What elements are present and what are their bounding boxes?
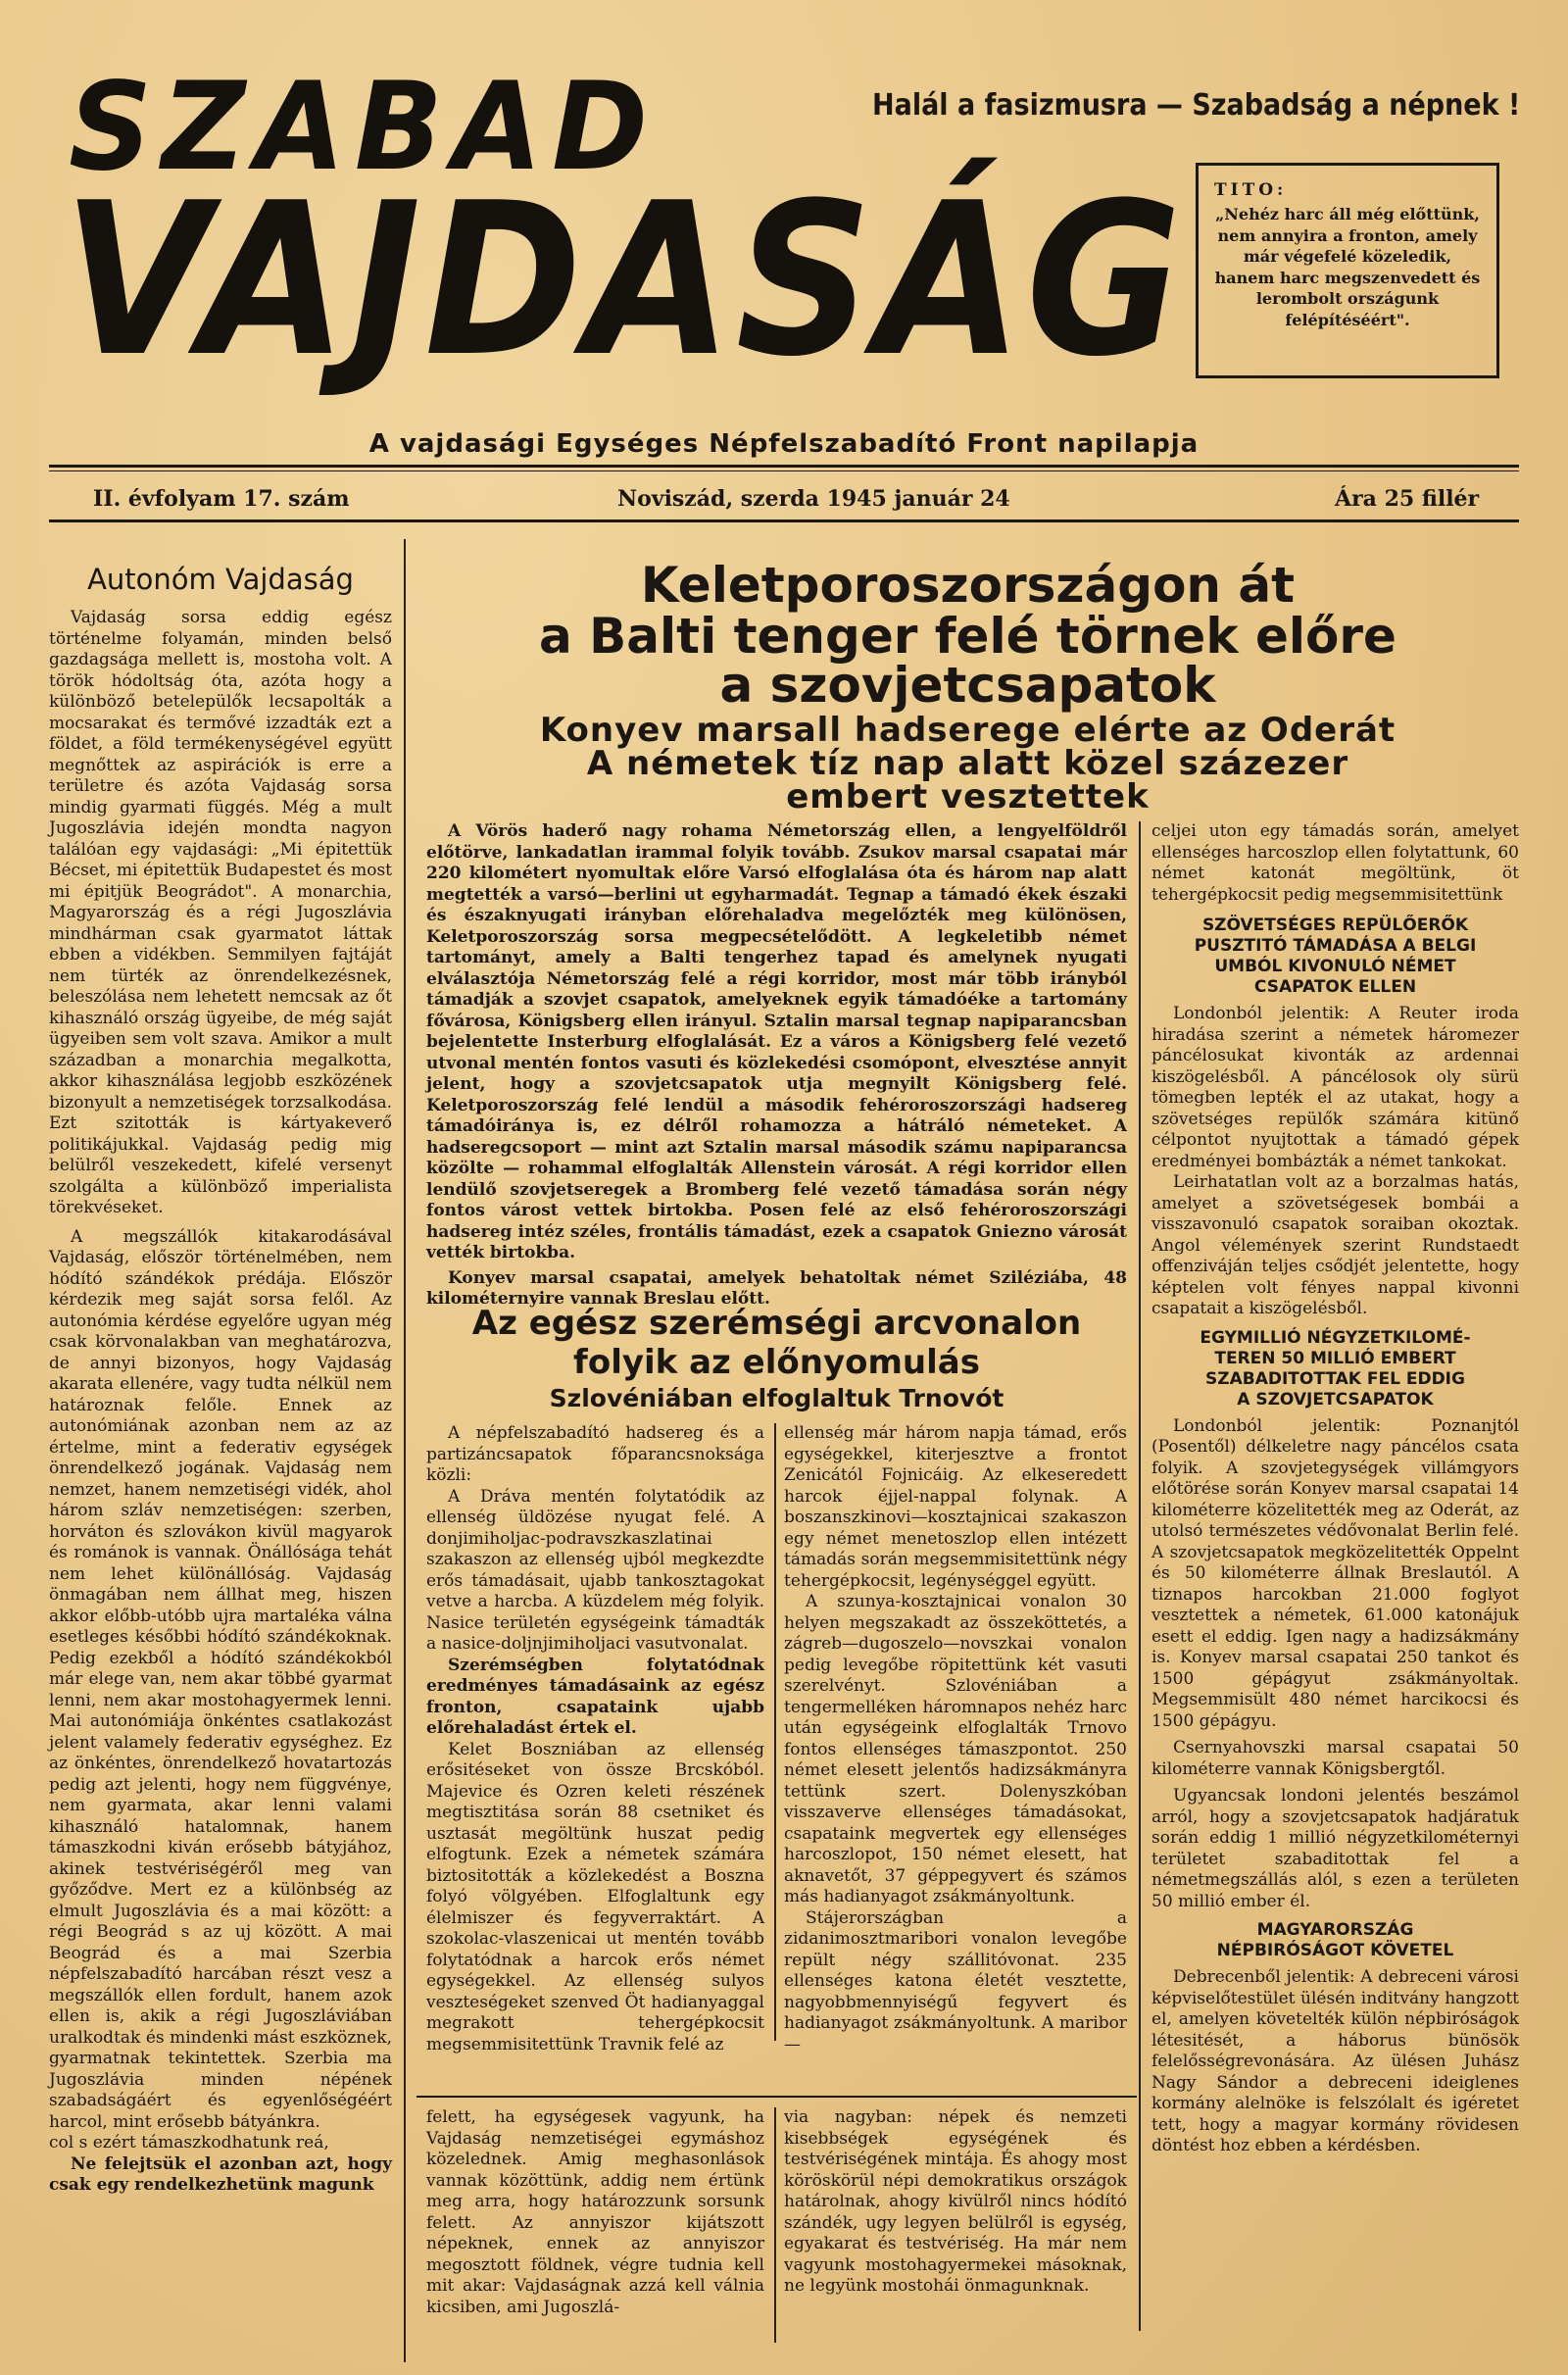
main-article-paragraph: A Vörös haderő nagy rohama Németország ellen, a lengyelföldről előtörve, lankadatlan irammal folyik tovább. Zsukov marsal csapatai már 220 kilométert nyomultak előre Varsó elfoglalása óta és három nap alatt megtették a varsó—berlini ut egyharmadát. Tegnap a támadó ékek északi és északnyugati irányban előrehaladva megelőzték meg különösen, Keletporoszország sorsa megpecsételődött. A legkeletibb német tartományt, amely a Balti tengerhez tapad és amelynek nyugati elválasztója Németország felé a régi korridor, most már több irányból támadják a szovjet csapatok, amelyeknek egyik támadóéke a tartomány fővárosa, Königsberg ellen irányul. Sztalin marsal tegnap napiparancsban bejelentette Insterburg elfoglalását. Ez a város a Königsberg felé vezető utvonal mentén fontos vasuti és közlekedési csomópont, elvesztése annyit jelent, hogy a szovjetcsapatok utja megnyilt Königsberg felé. Keletporoszország felé lendül a második fehéroroszországi hadsereg támadóiránya is, ez délről rohamozza a hátráló németeket. A hadseregcsoport — mint azt Sztalin marsal második számu napiparancsa közölte — rohammal elfoglalták Allenstein városát. A régi korridor ellen lendülő szovjetseregek a Bromberg felé vezető támadása során négy fontos várost vettek birtokba. Posen felé az első fehéroroszországi hadsereg intéz széles, frontális támadást, ezek a csapatok Gniezno városát vették birtokba.	[426, 821, 1127, 1262]
million-title-4: A SZOVJETCSAPATOK	[1237, 1389, 1434, 1410]
allied-title-2: PUSZTITÓ TÁMADÁSA A BELGI	[1194, 936, 1477, 956]
issue-price: Ára 25 fillér	[1335, 486, 1480, 512]
srem-col2	[784, 1423, 1127, 2055]
left-article-paragraph: A megszállók kitakarodásával Vajdaság, először történelmében, nem hódító szándékok prédája. Először kérdezik meg saját sorsa felől. Az autonómia kérdése egyelőre ugyan még csak körvonalakban van meghatározva, de annyi bizonyos, hogy Vajdaság akarata ellenére, vagy tudta nélkül nem határoznak felőle. Ennek az autonómiának azonban nem az az értelme, mint a federativ egységek önrendelkező jogának. Vajdaság nem nemzet, hanem nemzetiségi vidék, ahol három szláv nemzetiségen: szerben, horváton és szlovákon kivül magyarok és románok is vannak. Önállósága tehát nem lehet különállóság. Vajdaság önmagában nem állhat meg, hiszen akkor előbb-utóbb ujra martaléka válna esetleges későbbi hódító szándékoknak. Pedig ezekből a hódító szándékokból már elege van, nem akar többé gyarmat lenni, nem akar mostohagyermek lenni. Mai autonómiája önkéntes csatlakozást jelent valamely federativ egységhez. Ez az önkéntes, önrendelkező hovatartozás pedig azt jelenti, hogy nem függvénye, nem gyarmata, akar lenni valami kihasználó hatalomnak, hanem támaszkodni kiván erősebb bátyjához, akinek testvériségéről meg van győződve. Mert ez a különbség az elmult Jugoszlávia és a mai között: a régi Beográd s az uj között. A mai Beográd és a mai Szerbia népfelszabadító harcában részt vesz a megszállók ellen fordult, hanem azok ellen is, akik a régi Jugoszláviában uralkodtak és mindenki mást eszköznek, gyarmatnak tekintettek. Szerbia ma Jugoszlávia minden népének szabadságáért és egyenlőségéért harcol, mint erősebb bátyánkra.	[49, 1226, 392, 2132]
allied-article	[1152, 915, 1519, 1320]
right-column	[1152, 821, 1519, 2157]
top-rule	[49, 465, 1519, 468]
srem-paragraph: Kelet Boszniában az ellenség erősitéseket von össze Brcskóból. Majevice és Ozren keleti részének megtisztitása során 88 csetniket és usztasát megöltünk huszat pedig elfogtunk. Ezek a németek számára biztositották a közlekedést a Boszna folyó völgyében. Elfoglaltunk egy élelmiszer és fegyverraktárt. A szokolac-vlaszenicai ut mentén tovább folytatódnak a harcok erős német egységekkel. Az ellenség sulyos veszteségeket szenved Öt hadianyaggal megrakott tehergépkocsit megsemmisitettünk Travnik felé az	[426, 1739, 764, 2054]
srem-col1	[426, 1423, 764, 2055]
bottom-col1	[426, 2107, 764, 2318]
left-article-fragment: col s ezért támaszkodhatunk reá,	[49, 2133, 329, 2152]
left-article-paragraph: Ne felejtsük el azonban azt, hogy csak egy rendelkezhetünk magunk	[49, 2153, 392, 2195]
srem-headline-line2: folyik az előnyomulás	[573, 1343, 980, 1382]
main-headline-line3: a szovjetcsapatok	[719, 657, 1216, 714]
tito-quote-box	[1196, 163, 1499, 378]
left-article-title: Autonóm Vajdaság	[87, 563, 354, 596]
million-paragraph: Csernyahovszki marsal csapatai 50 kilométerre vannak Königsbergtől.	[1152, 1738, 1519, 1779]
hungary-title-1: MAGYARORSZÁG	[1256, 1920, 1414, 1940]
million-title-3: SZABADITOTTAK FEL EDDIG	[1205, 1368, 1465, 1389]
allied-title-1: SZÖVETSÉGES REPÜLŐERŐK	[1201, 915, 1469, 935]
masthead-subtitle: A vajdasági Egységes Népfelszabadító Front napilapja	[368, 429, 1200, 459]
allied-paragraph: Londonból jelentik: A Reuter iroda hiradása szerint a németek háromezer páncélosukat kivonták az ardennai kiszögelésből. A páncélosok oly sürü tömegben lepték el az utakat, hogy a szövetséges repülők számára kitünő célpontot nyujtottak a támadó gépek eredményei bombázták a német tankokat.	[1152, 1004, 1519, 1171]
tito-name: TITO:	[1214, 180, 1288, 200]
srem-paragraph: ellenség már három napja támad, erős egységekkel, kiterjesztve a frontot Zenicától Fojnicáig. Az elkeseredett harcok éjjel-nappal folynak. A boszanszkinovi—kosztajnicai szakaszon egy német menetoszlop ellen intézett támadás során megsemmisitettünk négy tehergépkocsit, legénységgel együtt.	[784, 1423, 1127, 1591]
issue-rule	[49, 520, 1519, 522]
main-subhead-2: A németek tíz nap alatt közel százezer	[586, 744, 1349, 783]
tito-quote: „Nehéz harc áll még előttünk, nem annyira a fronton, amely már végefelé közeledik, hanem harc megszenvedett és lerombolt országunk felépítéséért".	[1214, 204, 1481, 329]
hungary-article	[1152, 1920, 1519, 2157]
srem-paragraph: A szunya-kosztajnicai vonalon 30 helyen megszakadt az összeköttetés, a zágreb—dugoszelo—novszkai vonalon pedig levegőbe röpitettünk két vasuti szerelvényt. Szlovéniában a tengermelléken háromnapos nehéz harc után egységeink elfoglalták Trnovo fontos ellenséges támaszpontot. 250 német elesett jelentős hadizsákmányra tettünk szert. Dolenyszkóban visszaverve ellenséges támadásokat, csapataink megvertek egy ellenséges harcoszlopot, 150 német elesett, hat aknavetőt, 37 géppegyvert és számos más hadianyagot zsákmányoltunk.	[784, 1592, 1127, 1906]
bottom-paragraph: via nagyban: népek és nemzeti kisebbségek egységének és testvériségének mintája. És ahogy most köröskörül népi demokratikus országok határolnak, ahogy kivülről nincs hódító szándék, ugy legyen belülről is egység, egyakarat és testvériség. Ha már nem vagyunk mostohagyermekei másoknak, ne legyünk mostohái önmagunknak.	[784, 2107, 1127, 2296]
main-article-paragraph: Konyev marsal csapatai, amelyek behatoltak német Sziléziába, 48 kilométernyire vannak Breslau előtt.	[426, 1267, 1127, 1309]
srem-paragraph: A Dráva mentén folytatódik az ellenség üldözése nyugat felé. A donjimiholjac-podravszkaszlatinai szakaszon az ellenség ujból megkezdte erős támadásait, ujabb tankosztagokat vetve a harcba. A küzdelem még folyik. Nasice területén egységeink támadták a nasice-doljnjimiholjaci vasutvonalat.	[426, 1486, 764, 1654]
million-paragraph: Ugyancsak londoni jelentés beszámol arról, hogy a szovjetcsapatok hadjáratuk során eddig 1 millió négyzetkilométernyi területet szabaditottak fel a németmegszállás alól, s ezen a területen 50 millió ember él.	[1152, 1786, 1519, 1911]
column-divider	[404, 539, 406, 2362]
main-subhead-3: embert vesztettek	[786, 777, 1150, 816]
srem-paragraph: Szerémségben folytatódnak eredményes támadásaink az egész fronton, csapataink ujabb előrehaladást értek el.	[426, 1655, 764, 1738]
srem-subhead: Szlovéniában elfoglaltuk Trnovót	[549, 1384, 1004, 1412]
top-rule-thin	[49, 470, 1519, 471]
million-article	[1152, 1328, 1519, 1913]
bottom-column-divider	[774, 2107, 776, 2343]
allied-title-3: UMBÓL KIVONULÓ NÉMET	[1214, 957, 1456, 976]
bottom-paragraph: felett, ha egységesek vagyunk, ha Vajdaság nemzetiségei egymáshoz közelednek. Amig meghasonlások vannak közöttünk, addig nem értünk meg arra, hogy határozzunk sorsunk felett. Az annyiszor kijátszott népeknek, ennek az annyiszor megosztott földnek, végre tudnia kell mit akar: Vajdaságnak azzá kell válnia kicsiben, ami Jugoszlá-	[426, 2107, 764, 2317]
srem-paragraph: Stájerországban a zidanimosztmaribori vonalon levegőbe repült négy szállitóvonat. 235 ellenséges katona életét vesztette, nagyobbmennyiségű fegyvert és hadianyagot zsákmányoltunk. A maribor—	[784, 1907, 1127, 2054]
hungary-paragraph: Debrecenből jelentik: A debreceni városi képviselőtestület ülésén inditvány hangzott el, amelyen követelték külön népbiróságok létesitését, a háborus bünösök felelősségrevonására. Az ülésen Juhász Nagy Sándor a debreceni ideiglenes kormány alelnöke is felszólalt és igéretet tett, hogy a magyar kormány rövidesen döntést hoz ebben a kérdésben.	[1152, 1967, 1519, 2155]
srem-column-divider	[774, 1423, 776, 2041]
main-article-body	[426, 821, 1127, 1311]
slogan: Halál a fasizmusra — Szabadság a népnek !	[872, 88, 1521, 123]
left-article-body	[49, 608, 392, 2197]
bottom-col2	[784, 2107, 1127, 2298]
million-paragraph: Londonból jelentik: Poznanjtól (Posentől) délkeletre nagy páncélos csata folyik. A szovjetegységek villámgyors előtörése során Konyev marsal csapatai 14 kilométerre közelitették meg az Oderát, az utolsó természetes védővonalat Berlin felé. A szovjetcsapatok megközelitették Oppelnt és 50 kilométerre állnak Breslautól. A tiznapos harcokban 21.000 foglyot vesztettek a németek, 61.000 katonájuk esett el eddig. Igen nagy a hadizsákmány is. Konyev marsal csapatai 250 tankot és 1500 gépágyut zsákmányoltak. Megsemmisült 480 német harcikocsi és 1500 gépágyu.	[1152, 1415, 1519, 1731]
masthead-title-line2: VAJDASÁG	[63, 157, 1186, 403]
million-title-2: TEREN 50 MILLIÓ EMBERT	[1214, 1348, 1456, 1368]
million-title-1: EGYMILLIÓ NÉGYZETKILOMÉ-	[1200, 1327, 1471, 1348]
allied-paragraph: Leirhatatlan volt az a borzalmas hatás, amelyet a szövetségesek bombái a visszavonuló csapatok soraiban okoztak. Angol vélemények szerint Rundstaedt offenziváján teljes csődjét jelentette, hogy képtelen volt fényes nappal kivonni csapatait a kiszögelésből.	[1152, 1172, 1519, 1318]
masthead-title-line1: SZABAD	[69, 55, 659, 198]
main-article-right-col: celjei uton egy támadás során, amelyet ellenséges harcoszlop ellen folytattunk, 60 német katonát megöltünk, öt tehergépkocsit pedig megsemmisitettünk	[1152, 821, 1519, 905]
issue-place-date: Noviszád, szerda 1945 január 24	[617, 486, 1010, 512]
hungary-title-2: NÉPBIRÓSÁGOT KÖVETEL	[1216, 1941, 1454, 1960]
allied-title-4: CSAPATOK ELLEN	[1253, 977, 1417, 997]
left-article-paragraph: Vajdaság sorsa eddig egész történelme folyamán, minden belső gazdagsága mellett is, mostoha volt. A török hódoltság óta, azóta hogy a különböző betelepülők lecsapolták a mocsarakat és termővé izzadták ezt a földet, a föld termékenységével együtt megnőttek az aspirációk is erre a területre és azóta Vajdaság sorsa mindig gyarmati függés. Még a mult Jugoszlávia idején mondta nagyon találóan egy vajdasági: „Mi épitettük Bécset, mi épitettük Budapestet és most mi épitjük Beográdot". A monarchia, Magyarország és a régi Jugoszlávia mindhárman csak gyarmatot láttak ebben a vidékben. Semmilyen fajtáját nem türték az önrendelkezésnek, beleszólása nem lehetett nemcsak az őt kihasználó ország ügyeibe, de még saját ügyeiben sem volt szava. Amikor a mult században a monarchia megalkotta, akkor kihasználása legjobb eszközének bizonyult a nemzetiségek torzsalkodása. Ezt szitották is kártyakeverő politikájukkal. Vajdaság pedig mig belülről veszekedett, kifelé versenyt szolgálta a különböző imperialista törekvéseket.	[49, 608, 392, 1217]
main-headline-line2: a Balti tenger felé törnek előre	[539, 608, 1396, 665]
srem-paragraph: A népfelszabadító hadsereg és a partizáncsapatok főparancsnoksága közli:	[426, 1423, 764, 1485]
main-subhead-1: Konyev marsall hadserege elérte az Oderát	[539, 711, 1396, 750]
srem-headline-line1: Az egész szerémségi arcvonalon	[471, 1304, 1082, 1343]
column-divider-right	[1139, 821, 1141, 2331]
main-headline-line1: Keletporoszországon át	[640, 557, 1296, 614]
issue-volume: II. évfolyam 17. szám	[93, 486, 350, 512]
bottom-rule	[416, 2096, 1137, 2098]
